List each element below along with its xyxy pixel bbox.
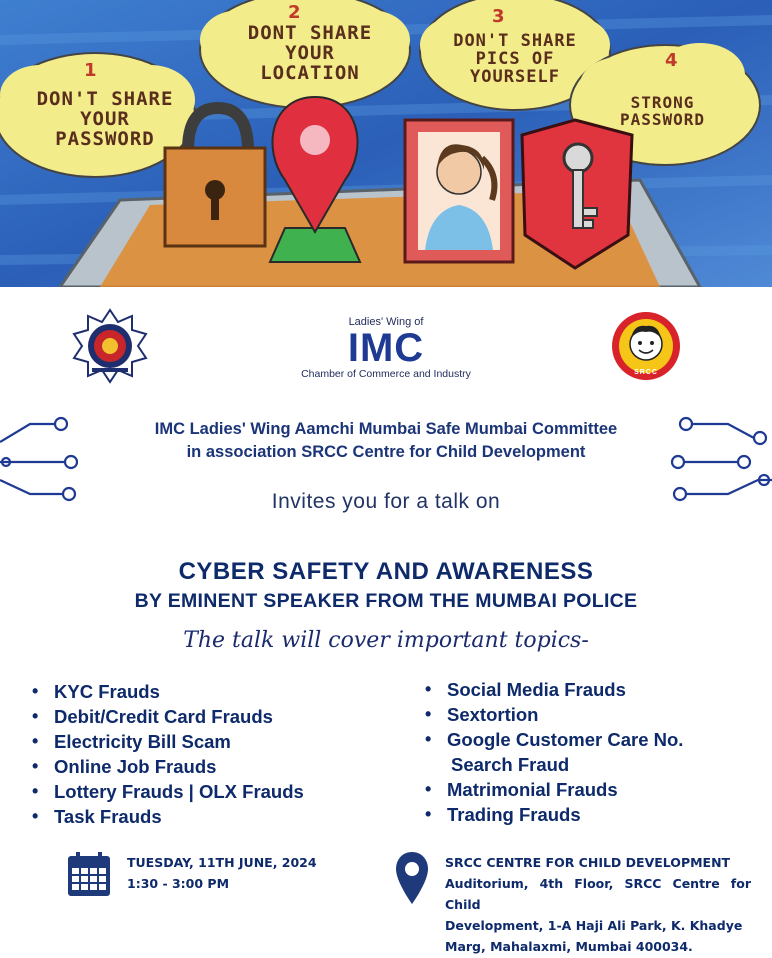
- cloud-2-line: LOCATION: [260, 61, 360, 84]
- circuit-left-icon: [0, 412, 80, 507]
- talk-subtitle: BY EMINENT SPEAKER FROM THE MUMBAI POLICE: [134, 590, 638, 612]
- cloud-3-line: DON'T SHARE: [453, 31, 577, 51]
- imc-logo-subtitle: Chamber of Commerce and Industry: [301, 368, 471, 380]
- talk-title: CYBER SAFETY AND AWARENESS: [178, 558, 594, 585]
- organizers: [110, 418, 662, 464]
- cloud-4-text: [595, 95, 730, 129]
- location-pin-icon: [394, 850, 430, 906]
- cloud-4-line: STRONG: [630, 93, 695, 112]
- cloud-1-line: PASSWORD: [55, 127, 155, 150]
- topic-item: • Matrimonial Frauds: [423, 777, 683, 802]
- event-date: TUESDAY, 11TH JUNE, 2024: [127, 855, 317, 870]
- topic-item: • Google Customer Care No.: [423, 727, 683, 752]
- topic-item: • Trading Frauds: [423, 802, 683, 827]
- cloud-3-line: YOURSELF: [470, 66, 560, 87]
- topic-item: • Lottery Frauds | OLX Frauds: [30, 779, 304, 804]
- venue-address-line: Auditorium, 4th Floor, SRCC Centre for Child: [445, 876, 751, 912]
- cloud-3-text: [430, 33, 600, 87]
- event-time: 1:30 - 3:00 PM: [127, 876, 230, 891]
- cloud-2-number: 2: [288, 2, 301, 23]
- police-badge-logo: [70, 308, 150, 384]
- organizers-line-1: IMC Ladies' Wing Aamchi Mumbai Safe Mumbai Committee: [154, 420, 618, 438]
- location-pin-drawing: [270, 97, 360, 262]
- cloud-4-number: 4: [665, 50, 678, 71]
- cloud-4-line: PASSWORD: [619, 109, 706, 129]
- topics-intro: The talk will cover important topics-: [183, 628, 589, 653]
- cloud-2-text: [215, 24, 405, 84]
- event-date-time: [127, 852, 317, 894]
- venue-address-line: Development, 1-A Haji Ali Park, K. Khadye: [445, 918, 743, 933]
- topics-list-right: [423, 677, 683, 827]
- topics-list-left: [30, 679, 304, 829]
- venue-title: SRCC CENTRE FOR CHILD DEVELOPMENT: [445, 855, 731, 870]
- cloud-1-line: YOUR: [80, 107, 130, 130]
- cloud-2-line: YOUR: [285, 41, 335, 64]
- cloud-3-number: 3: [492, 6, 505, 27]
- cloud-1-line: DON'T SHARE: [36, 88, 174, 110]
- cloud-3-line: PICS OF: [475, 48, 555, 69]
- cloud-2-line: DONT SHARE: [247, 22, 373, 44]
- topic-item: • KYC Frauds: [30, 679, 304, 704]
- topic-item: • Electricity Bill Scam: [30, 729, 304, 754]
- organizers-line-2: in association SRCC Centre for Child Development: [186, 443, 586, 461]
- circuit-right-icon: [668, 412, 772, 507]
- photo-frame-drawing: [405, 120, 513, 262]
- topic-item: • Sextortion: [423, 702, 683, 727]
- venue-address-line: Marg, Mahalaxmi, Mumbai 400034.: [445, 939, 693, 954]
- hero-illustration: [0, 0, 772, 287]
- topic-item: • Social Media Frauds: [423, 677, 683, 702]
- topic-item: • Online Job Frauds: [30, 754, 304, 779]
- event-venue: [445, 852, 751, 957]
- topic-item: • Task Frauds: [30, 804, 304, 829]
- topic-item-continuation: Search Fraud: [451, 754, 570, 775]
- imc-logo: IMC: [347, 326, 425, 370]
- cloud-1-number: 1: [84, 60, 97, 81]
- cloud-1-text: [10, 90, 200, 150]
- calendar-icon: [66, 852, 112, 898]
- srcc-logo: [610, 308, 682, 384]
- topic-item: • Debit/Credit Card Frauds: [30, 704, 304, 729]
- srcc-logo-text: SRCC: [634, 369, 658, 376]
- invite-line: Invites you for a talk on: [271, 490, 501, 513]
- imc-logo-small: Ladies' Wing of: [348, 316, 424, 328]
